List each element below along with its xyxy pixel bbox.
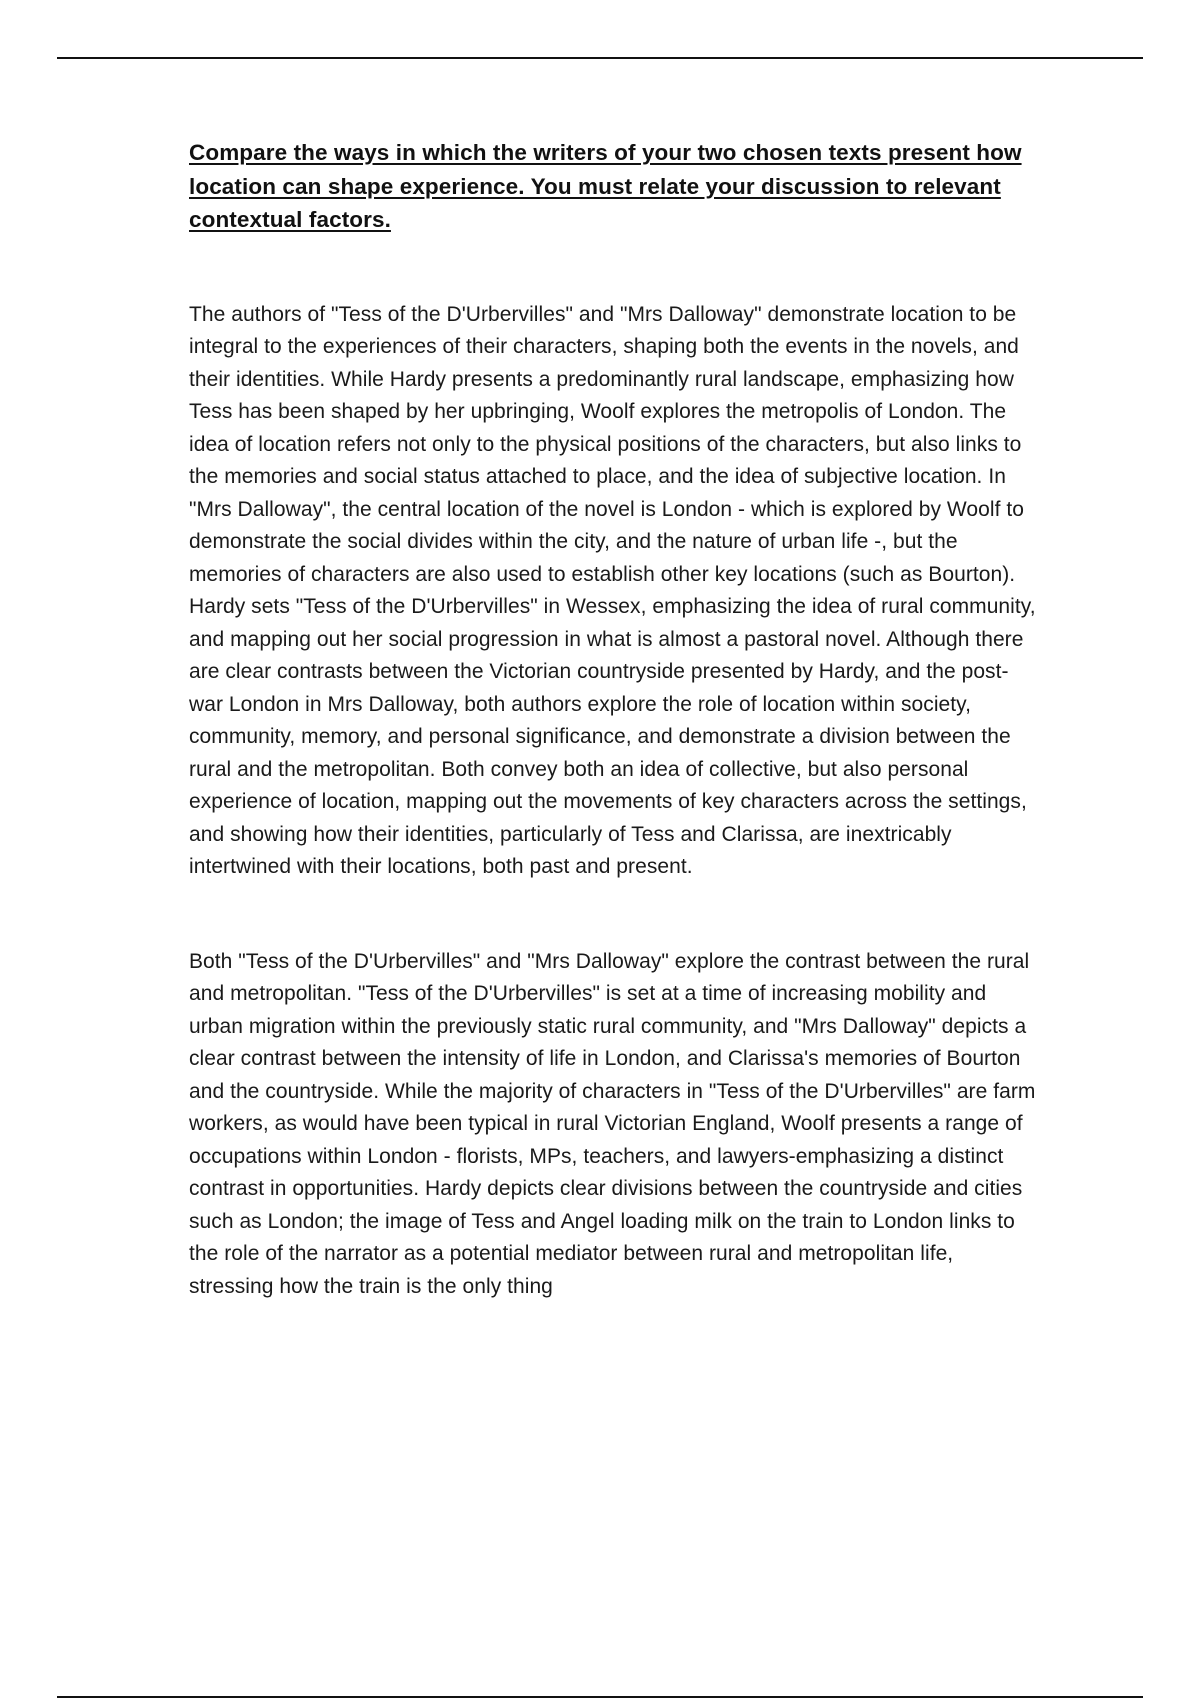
essay-paragraph-introduction: The authors of "Tess of the D'Urbervilles" and "Mrs Dalloway" demonstrate location to be integral to the experiences of their characters, shaping both the events in the novels, and their identities. While Hardy presents a predominantly rural landscape, emphasizing how Tess has been shaped by her upbringing, Woolf explores the metropolis of London. The idea of location refers not only to the physical positions of the characters, but also links to the memories and social status attached to place, and the idea of subjective location. In "Mrs Dalloway", the central location of the novel is London - which is explored by Woolf to demonstrate the social divides within the city, and the nature of urban life -, but the memories of characters are also used to establish other key locations (such as Bourton). Hardy sets "Tess of the D'Urbervilles" in Wessex, emphasizing the idea of rural community, and mapping out her social progression in what is almost a pastoral novel. Although there are clear contrasts between the Victorian countryside presented by Hardy, and the post-war London in Mrs Dalloway, both authors explore the role of location within society, community, memory, and personal significance, and demonstrate a division between the rural and the metropolitan. Both convey both an idea of collective, but also personal experience of location, mapping out the movements of key characters across the settings, and showing how their identities, particularly of Tess and Clarissa, are inextricably intertwined with their locations, both past and present. — [189, 302, 1036, 878]
header-rule — [57, 57, 1143, 59]
footer-rule — [57, 1696, 1143, 1698]
document-body — [189, 136, 1039, 1303]
essay-paragraph-rural-metropolitan: Both "Tess of the D'Urbervilles" and "Mrs Dalloway" explore the contrast between the rural and metropolitan. "Tess of the D'Urbervilles" is set at a time of increasing mobility and urban migration within the previously static rural community, and "Mrs Dalloway" depicts a clear contrast between the intensity of life in London, and Clarissa's memories of Bourton and the countryside. While the majority of characters in "Tess of the D'Urbervilles" are farm workers, as would have been typical in rural Victorian England, Woolf presents a range of occupations within London - florists, MPs, teachers, and lawyers-emphasizing a distinct contrast in opportunities. Hardy depicts clear divisions between the countryside and cities such as London; the image of Tess and Angel loading milk on the train to London links to the role of the narrator as a potential mediator between rural and metropolitan life, stressing how the train is the only thing — [189, 949, 1036, 1298]
essay-question-title: Compare the ways in which the writers of your two chosen texts present how location can shape experience. You must relate your discussion to relevant contextual factors. — [189, 140, 1022, 232]
